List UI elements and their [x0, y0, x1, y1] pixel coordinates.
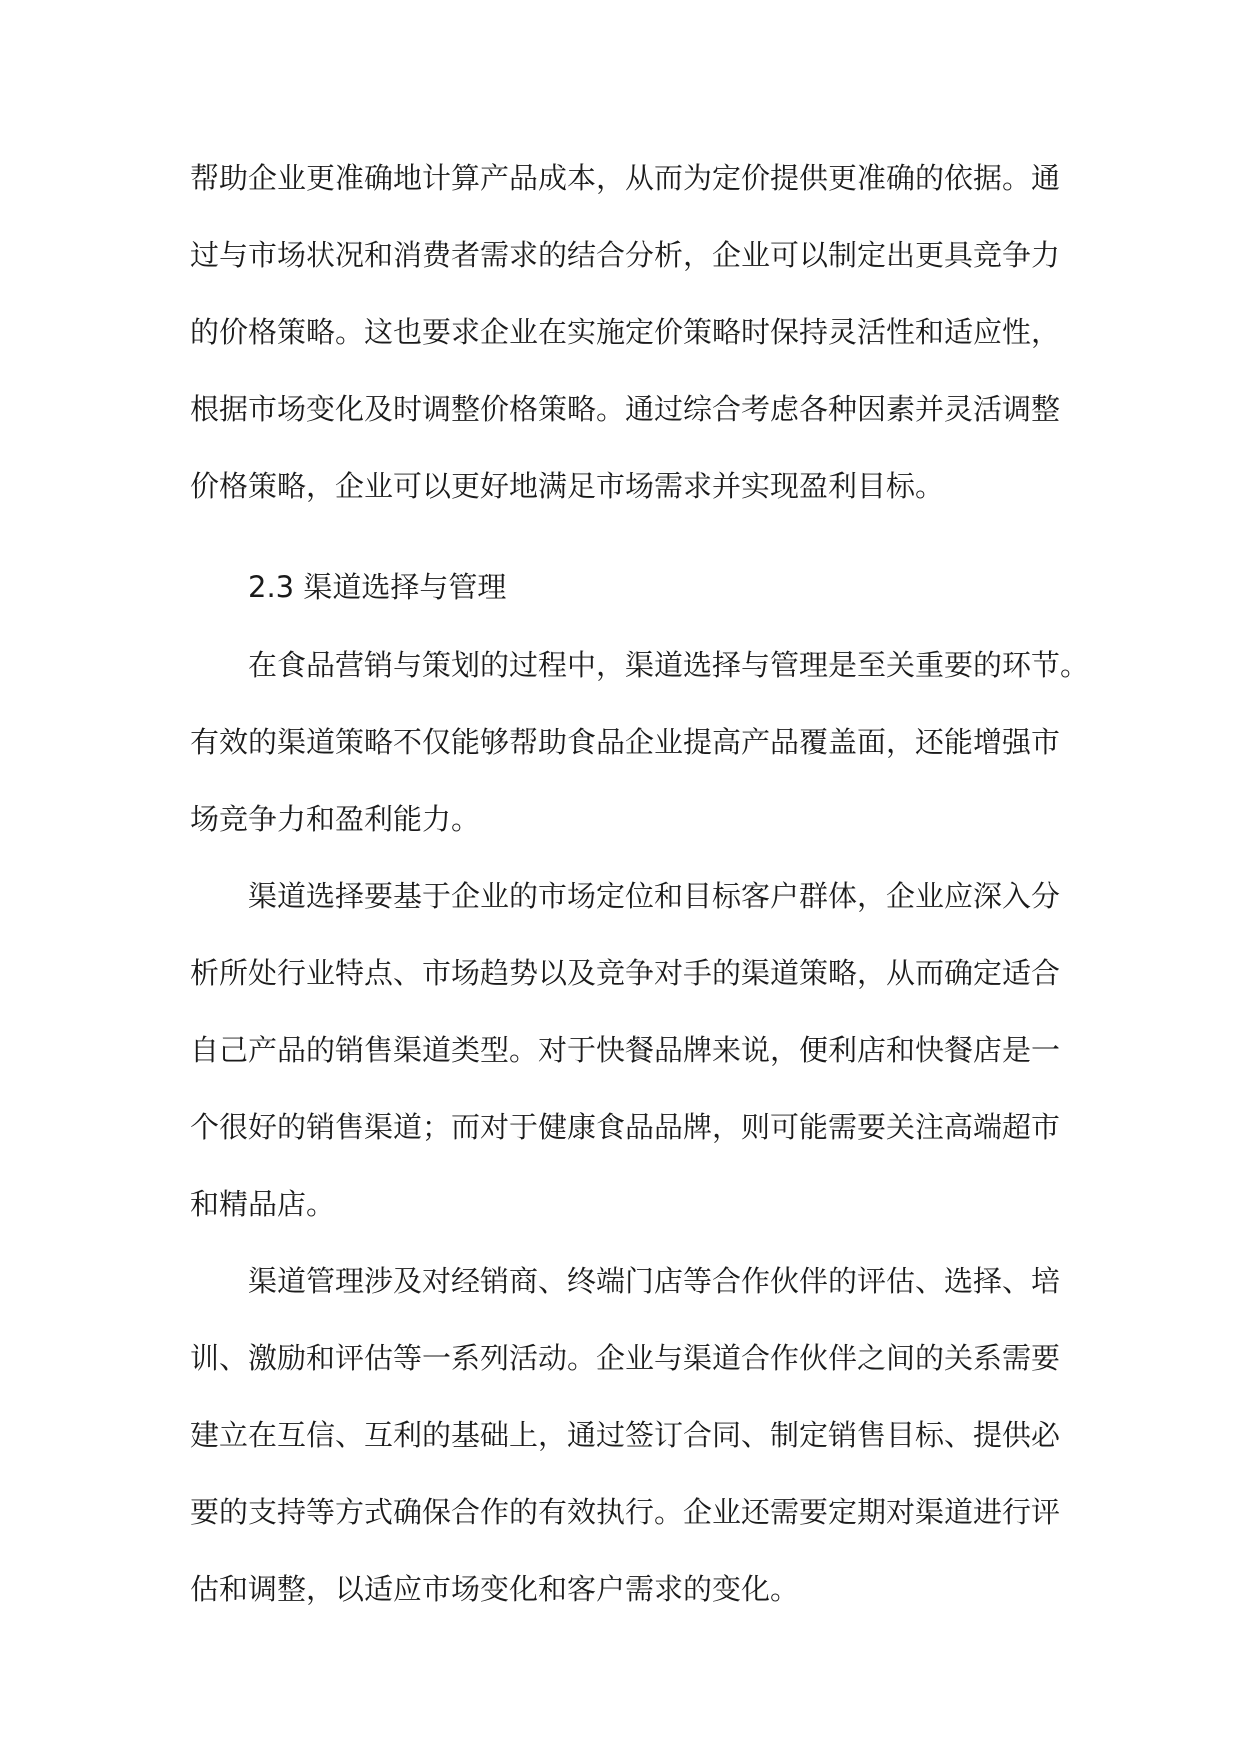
paragraph-pricing-continuation [190, 140, 1061, 525]
spacer [190, 525, 1052, 547]
text-line: 建立在互信、互利的基础上，通过签订合同、制定销售目标、提供必 [190, 1418, 1061, 1452]
text-line: 估和调整，以适应市场变化和客户需求的变化。 [190, 1572, 800, 1606]
text-line: 根据市场变化及时调整价格策略。通过综合考虑各种因素并灵活调整 [190, 392, 1061, 426]
text-line: 自己产品的销售渠道类型。对于快餐品牌来说，便利店和快餐店是一 [190, 1033, 1061, 1067]
text-line: 的价格策略。这也要求企业在实施定价策略时保持灵活性和适应性， [190, 315, 1061, 349]
text-line: 场竞争力和盈利能力。 [190, 802, 481, 836]
text-line: 在食品营销与策划的过程中，渠道选择与管理是至关重要的环节。 [248, 648, 1090, 682]
text-line: 有效的渠道策略不仅能够帮助食品企业提高产品覆盖面，还能增强市 [190, 725, 1061, 759]
text-line: 个很好的销售渠道；而对于健康食品品牌，则可能需要关注高端超市 [190, 1110, 1061, 1144]
text-line: 渠道管理涉及对经销商、终端门店等合作伙伴的评估、选择、培 [248, 1264, 1061, 1298]
paragraph-channel-management [190, 1243, 1061, 1628]
paragraph-channel-selection [190, 858, 1061, 1243]
document-page [190, 140, 1090, 1628]
text-line: 渠道选择要基于企业的市场定位和目标客户群体，企业应深入分 [248, 879, 1061, 913]
text-line: 析所处行业特点、市场趋势以及竞争对手的渠道策略，从而确定适合 [190, 956, 1061, 990]
text-line: 价格策略，企业可以更好地满足市场需求并实现盈利目标。 [190, 469, 945, 503]
paragraph-channel-intro [190, 627, 1090, 858]
text-line: 要的支持等方式确保合作的有效执行。企业还需要定期对渠道进行评 [190, 1495, 1061, 1529]
text-line: 和精品店。 [190, 1187, 336, 1221]
section-heading: 2.3 渠道选择与管理 [248, 570, 507, 604]
text-line: 训、激励和评估等一系列活动。企业与渠道合作伙伴之间的关系需要 [190, 1341, 1061, 1375]
text-line: 帮助企业更准确地计算产品成本，从而为定价提供更准确的依据。通 [190, 161, 1061, 195]
text-line: 过与市场状况和消费者需求的结合分析，企业可以制定出更具竞争力 [190, 238, 1061, 272]
